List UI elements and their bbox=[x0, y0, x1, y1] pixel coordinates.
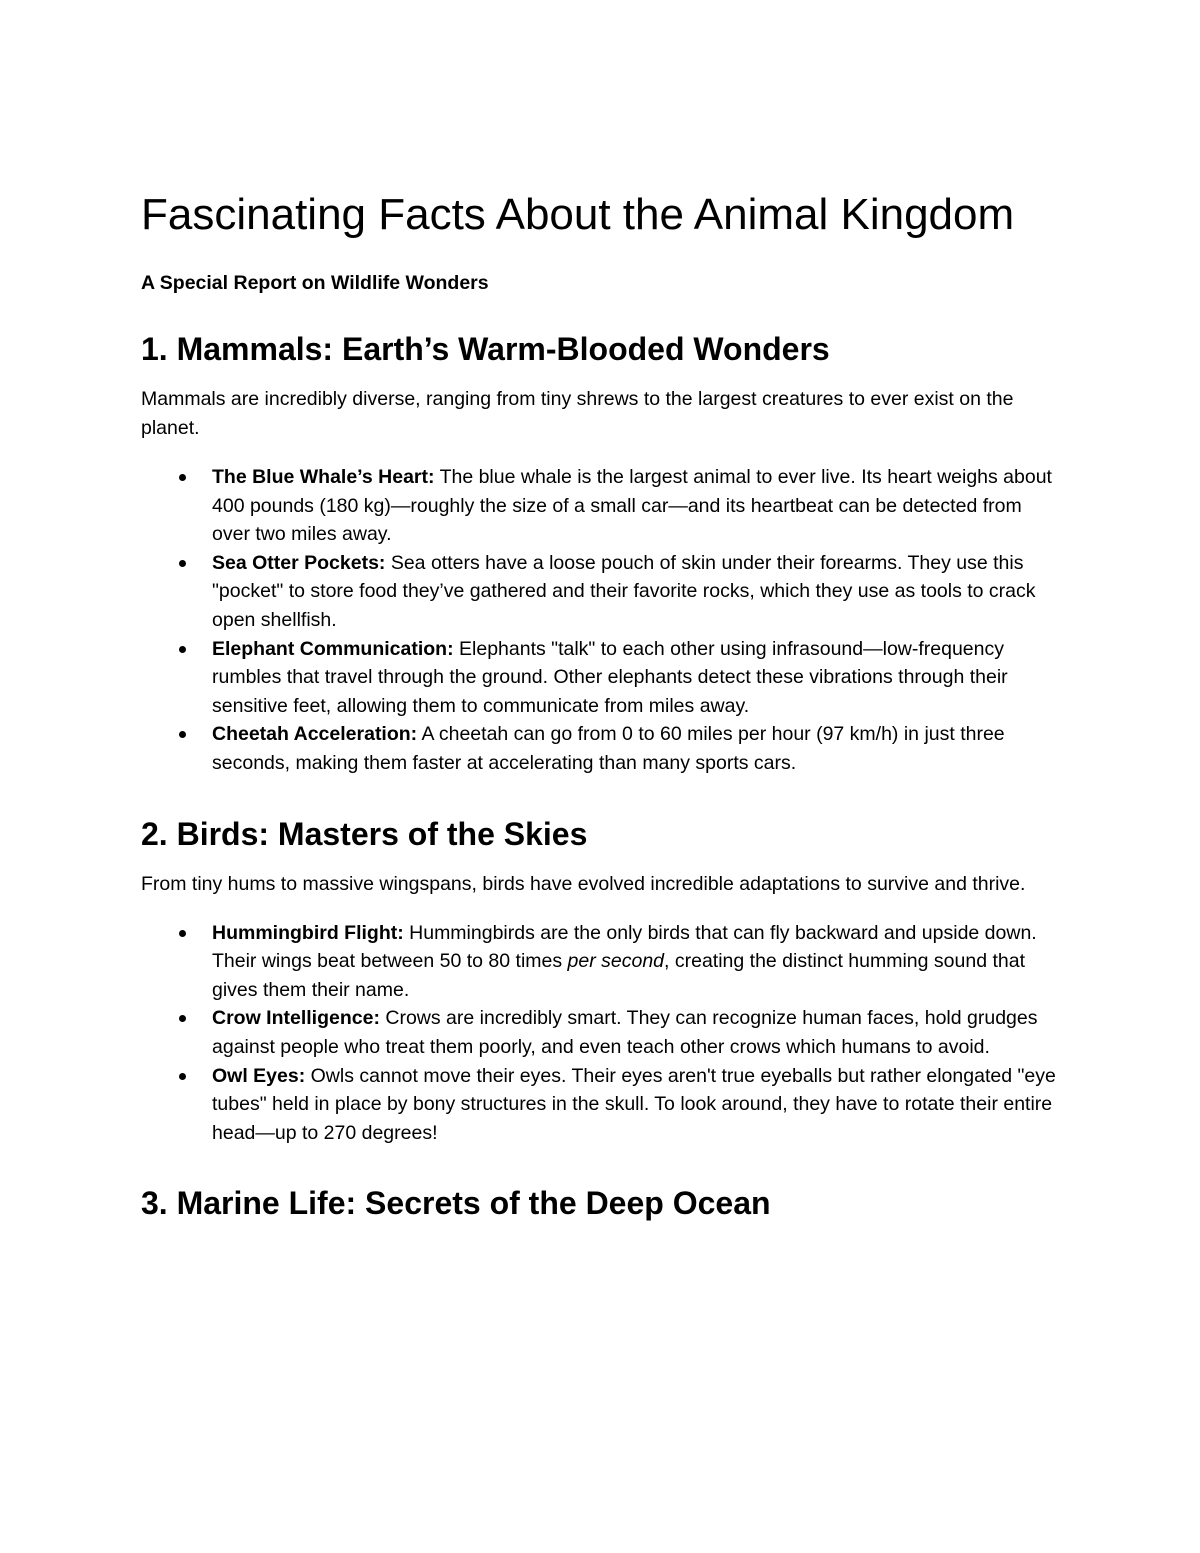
list-item bbox=[212, 635, 1060, 721]
bullet-icon bbox=[179, 930, 186, 937]
section-heading-marine-life: 3. Marine Life: Secrets of the Deep Ocean bbox=[141, 1185, 771, 1222]
document-title: Fascinating Facts About the Animal Kingdom bbox=[141, 190, 1015, 239]
bullet-icon bbox=[179, 560, 186, 567]
bullet-icon bbox=[179, 1015, 186, 1022]
fact-text: Crows are incredibly smart. They can recognize human faces, hold grudges against people who treat them poorly, and even teach other crows which humans to avoid. bbox=[212, 1007, 1038, 1058]
fact-text: The blue whale is the largest animal to ever live. Its heart weighs about 400 pounds (180 kg)—roughly the size of a small car—and its heartbeat can be detected from over two miles away. bbox=[212, 466, 1052, 546]
list-item bbox=[212, 549, 1060, 635]
fact-term: Crow Intelligence: bbox=[212, 1007, 380, 1030]
list-item bbox=[212, 463, 1060, 549]
fact-term: Elephant Communication: bbox=[212, 637, 454, 660]
list-item bbox=[212, 1062, 1060, 1148]
fact-term: Sea Otter Pockets: bbox=[212, 551, 386, 574]
list-item bbox=[212, 720, 1060, 777]
section-intro-mammals: Mammals are incredibly diverse, ranging from tiny shrews to the largest creatures to ever exist on the planet. bbox=[141, 388, 1014, 439]
section-heading-birds: 2. Birds: Masters of the Skies bbox=[141, 815, 588, 852]
fact-text: Elephants "talk" to each other using infrasound—low-frequency rumbles that travel through the ground. Other elephants detect these vibrations through their sensitive feet, allowing them to communicate from miles away. bbox=[212, 637, 1008, 717]
bullet-icon bbox=[179, 1073, 186, 1080]
fact-text: Owls cannot move their eyes. Their eyes aren't true eyeballs but rather elongated "eye tubes" held in place by bony structures in the skull. To look around, they have to rotate their entire head—up to 270 degrees! bbox=[212, 1064, 1056, 1144]
bullet-icon bbox=[179, 731, 186, 738]
bullet-icon bbox=[179, 474, 186, 481]
fact-term: Cheetah Acceleration: bbox=[212, 723, 418, 746]
fact-text: Sea otters have a loose pouch of skin under their forearms. They use this "pocket" to store food they’ve gathered and their favorite rocks, which they use as tools to crack open shellfish. bbox=[212, 551, 1036, 631]
fact-list-mammals bbox=[141, 463, 1060, 778]
fact-emphasis: per second bbox=[567, 950, 665, 973]
list-item bbox=[212, 919, 1060, 1005]
bullet-icon bbox=[179, 646, 186, 653]
fact-term: The Blue Whale’s Heart: bbox=[212, 466, 435, 488]
fact-term: Hummingbird Flight: bbox=[212, 921, 404, 944]
document-subtitle: A Special Report on Wildlife Wonders bbox=[141, 272, 489, 294]
fact-text: , creating the distinct humming sound that gives them their name. bbox=[212, 950, 1025, 1001]
fact-text: A cheetah can go from 0 to 60 miles per hour (97 km/h) in just three seconds, making them faster at accelerating than many sports cars. bbox=[212, 723, 1005, 774]
section-heading-mammals: 1. Mammals: Earth’s Warm-Blooded Wonders bbox=[141, 331, 830, 367]
fact-text: Hummingbirds are the only birds that can fly backward and upside down. Their wings beat between 50 to 80 times bbox=[212, 921, 1037, 973]
list-item bbox=[212, 1004, 1060, 1061]
section-intro-birds: From tiny hums to massive wingspans, birds have evolved incredible adaptations to survive and thrive. bbox=[141, 872, 1026, 895]
fact-term: Owl Eyes: bbox=[212, 1064, 306, 1087]
fact-list-birds bbox=[141, 919, 1060, 1148]
